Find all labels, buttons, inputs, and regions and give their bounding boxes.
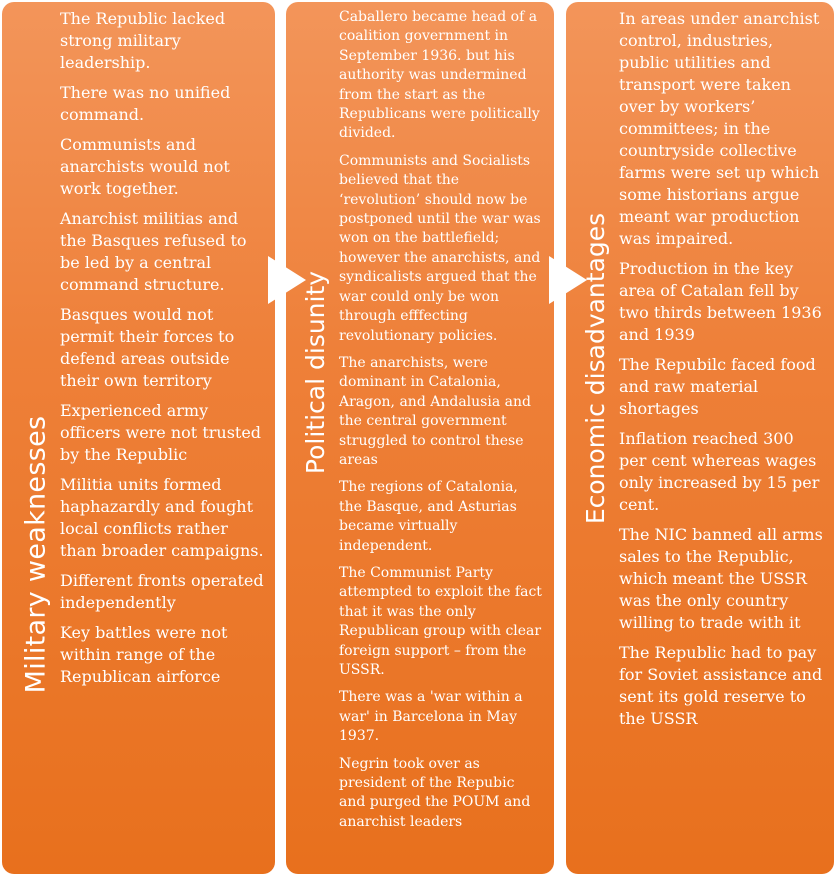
list-item: The Republic lacked strong military leadership. — [60, 9, 226, 72]
list-item: Communists and Socialists believed that the ‘revolution’ should now be postponed until the war was won on the battlefield; however the anarchists, and syndicalists argued that the war could only be won through efffecting revolutionary policies. — [339, 152, 541, 344]
list-item: The NIC banned all arms sales to the Republic, which meant the USSR was the only country willing to trade with it — [619, 525, 823, 632]
list-item: Key battles were not within range of the Republican airforce — [60, 623, 228, 686]
column-economic-disadvantages — [566, 2, 834, 874]
item-list — [339, 8, 544, 840]
list-item: Anarchist militias and the Basques refused to be led by a central command structure. — [60, 209, 247, 294]
list-item: Basques would not permit their forces to defend areas outside their own territory — [60, 305, 235, 390]
column-title: Political disunity — [301, 270, 331, 474]
list-item: Caballero became head of a coalition government in September 1936. but his authority was undermined from the start as the Republicans were politically divided. — [339, 9, 540, 142]
list-item: Inflation reached 300 per cent whereas wages only increased by 15 per cent. — [619, 429, 820, 514]
arrow-right-icon — [549, 256, 587, 304]
list-item: The anarchists, were dominant in Catalonia, Aragon, and Andalusia and the central government struggled to control these areas — [339, 354, 531, 468]
list-item: Militia units formed haphazardly and fought local conflicts rather than broader campaigns. — [60, 475, 264, 560]
column-political-disunity — [286, 2, 554, 874]
column-military-weaknesses — [2, 2, 275, 874]
list-item: There was no unified command. — [60, 83, 231, 124]
list-item: The Repubilc faced food and raw material shortages — [619, 355, 816, 418]
list-item: The Communist Party attempted to exploit the fact that it was the only Republican group with clear foreign support – from the USSR. — [339, 564, 542, 678]
list-item: Communists and anarchists would not work together. — [60, 135, 230, 198]
column-title: Military weaknesses — [20, 415, 52, 693]
list-item: Different fronts operated independently — [60, 571, 264, 612]
list-item: Experienced army officers were not trusted by the Republic — [60, 401, 262, 464]
list-item: Production in the key area of Catalan fell by two thirds between 1936 and 1939 — [619, 259, 822, 344]
list-item: There was a 'war within a war' in Barcelona in May 1937. — [339, 689, 523, 745]
list-item: The Republic had to pay for Soviet assistance and sent its gold reserve to the USSR — [619, 643, 823, 728]
list-item: The regions of Catalonia, the Basque, and Asturias became virtually independent. — [339, 479, 518, 554]
list-item: In areas under anarchist control, industries, public utilities and transport were taken over by workers’ committees; in the countryside collective farms were set up which some historians argue meant war production was impaired. — [619, 9, 820, 248]
list-item: Negrin took over as president of the Repubic and purged the POUM and anarchist leaders — [339, 755, 531, 830]
column-title: Economic disadvantages — [581, 212, 611, 524]
item-list — [60, 8, 265, 696]
item-list — [619, 8, 824, 738]
arrow-right-icon — [268, 256, 306, 304]
